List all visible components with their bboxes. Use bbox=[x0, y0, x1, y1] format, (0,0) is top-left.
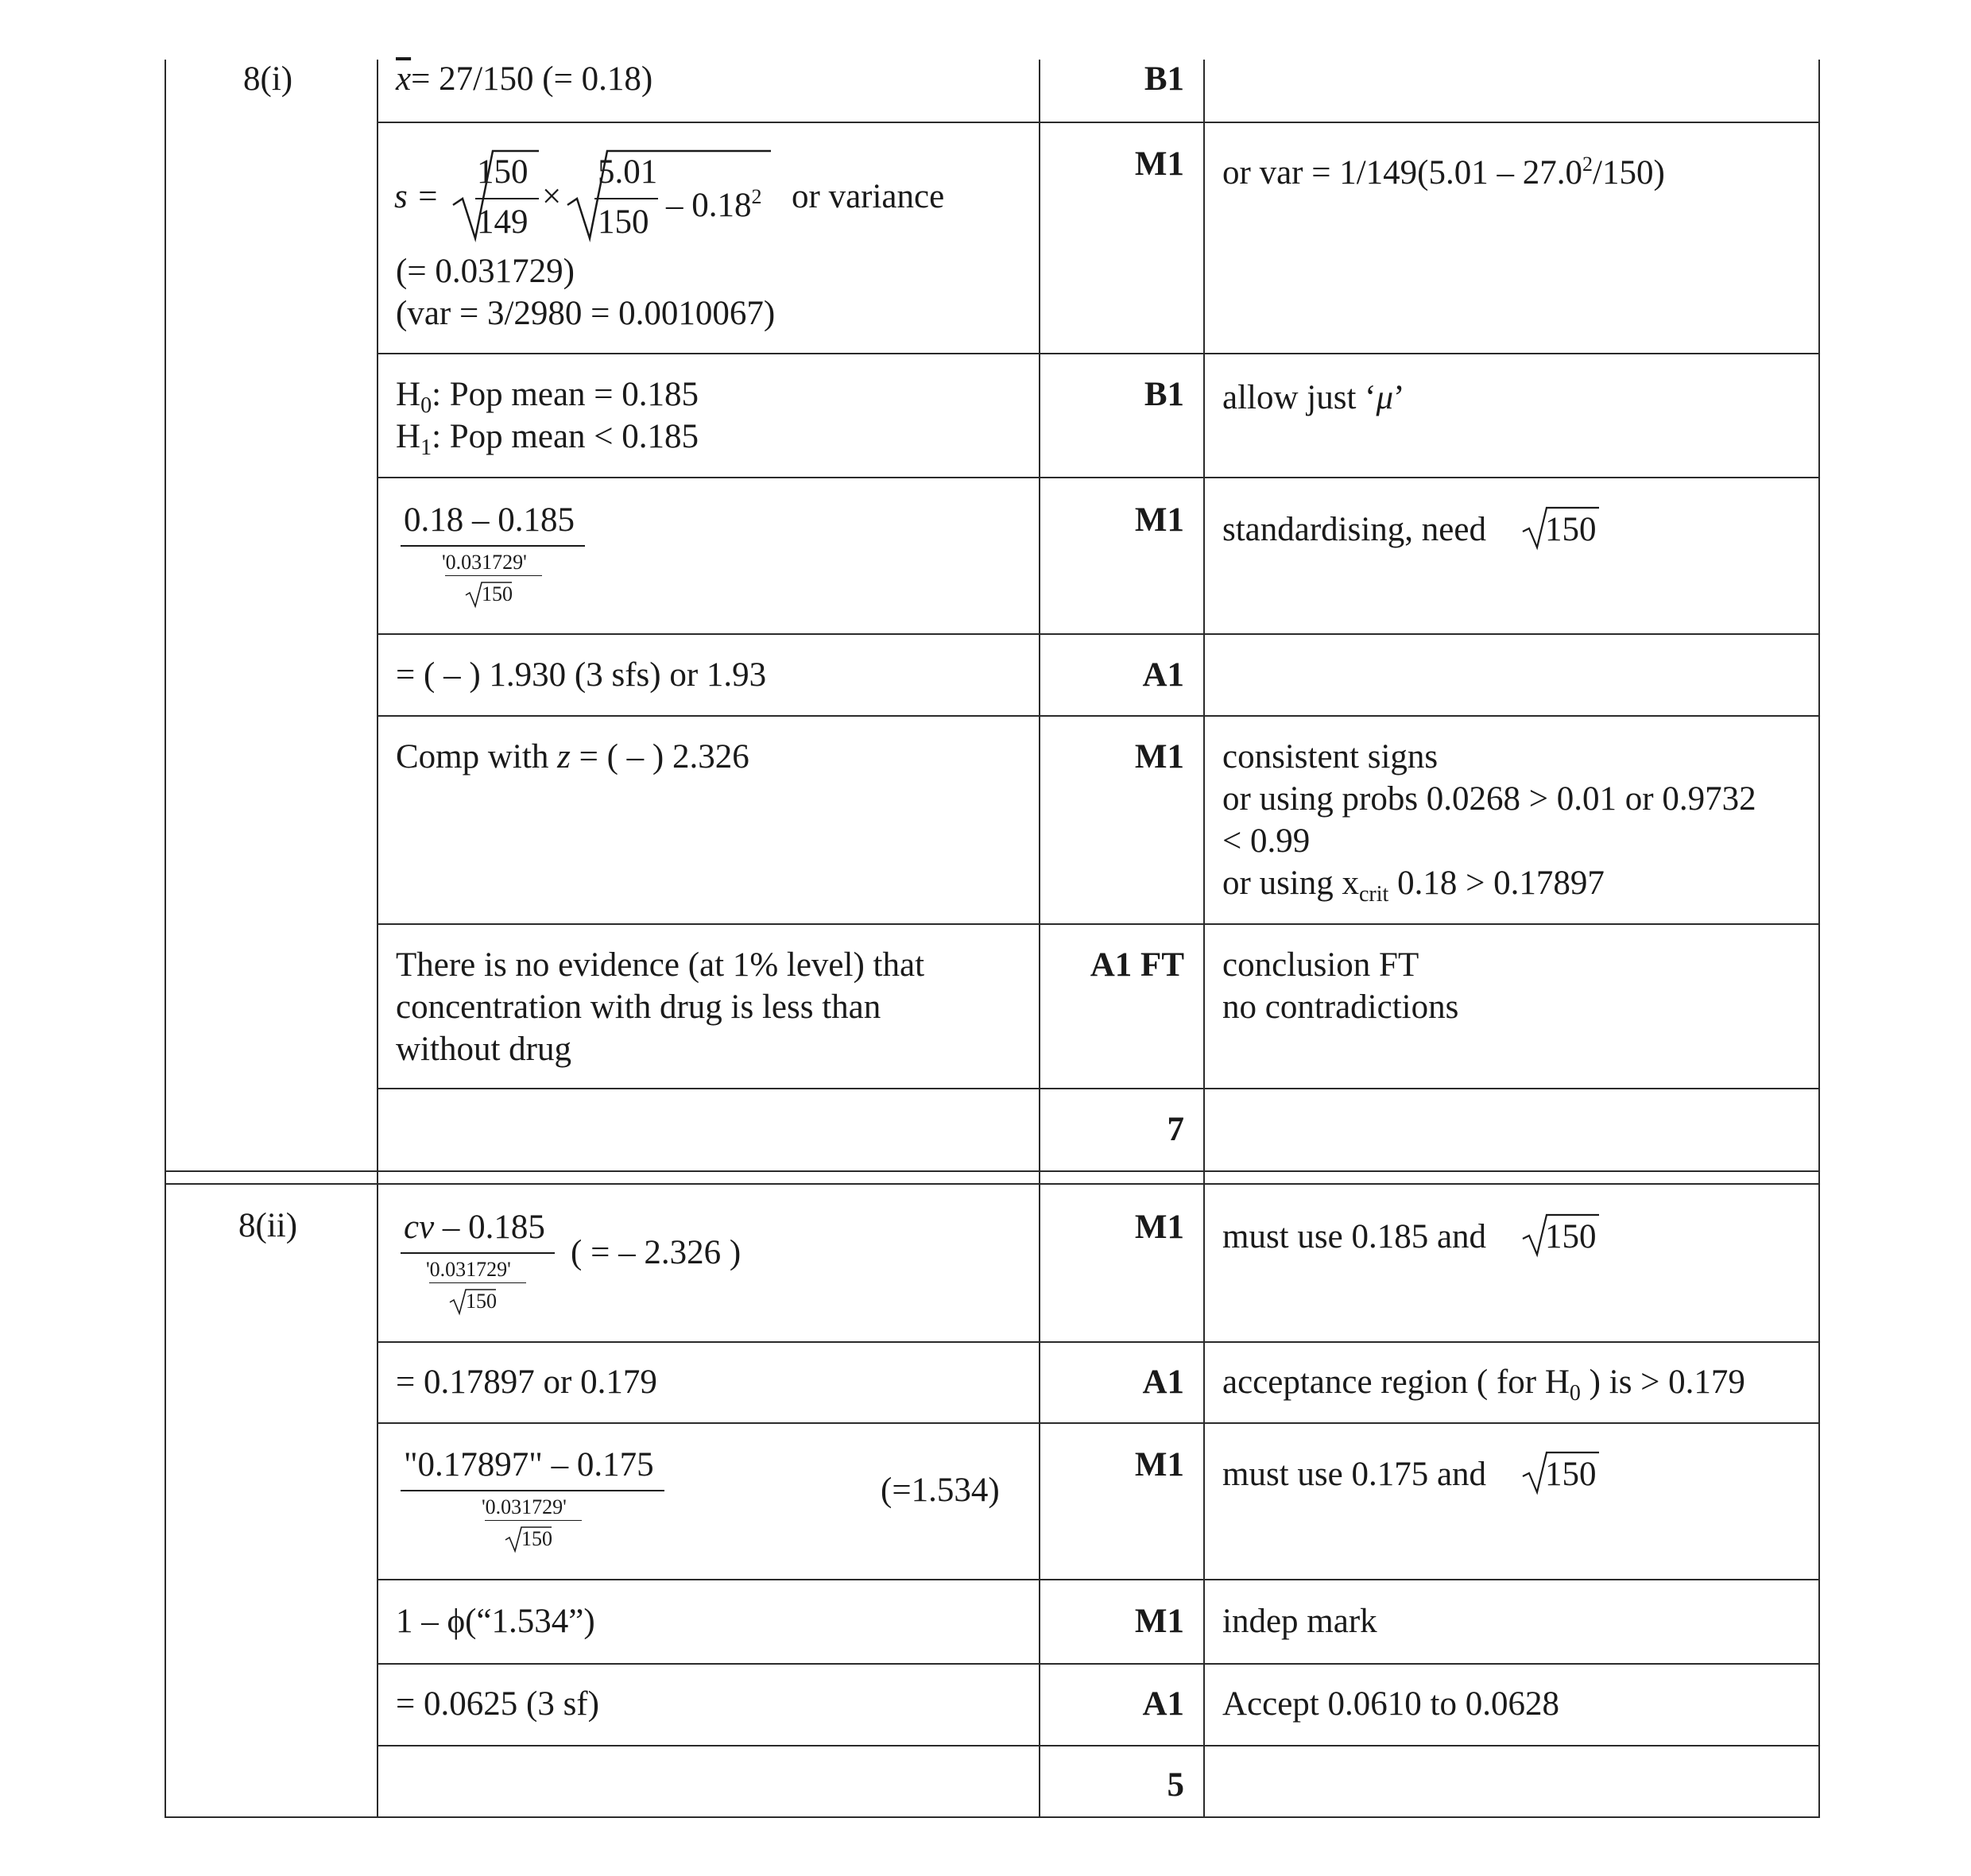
mark-b1: B1 bbox=[1144, 376, 1184, 413]
mark-m1: M1 bbox=[1134, 145, 1184, 183]
type-ii-numerator: "0.17897" – 0.175 bbox=[404, 1446, 654, 1483]
sqrt-n: 150 bbox=[482, 582, 513, 605]
guidance-line: < 0.99 bbox=[1222, 822, 1311, 860]
mark-m1: M1 bbox=[1134, 1446, 1184, 1483]
row-divider bbox=[377, 1341, 1820, 1343]
guidance-mu: allow just ‘μ’ bbox=[1222, 379, 1405, 416]
fraction-bar bbox=[475, 198, 539, 199]
sd-estimate: '0.031729' bbox=[482, 1495, 567, 1518]
sqrt-n: 150 bbox=[1545, 511, 1597, 548]
row-divider bbox=[377, 1745, 1820, 1746]
s-symbol: s = bbox=[394, 178, 440, 215]
row-divider bbox=[377, 1663, 1820, 1665]
fraction-numerator: 150 bbox=[477, 153, 529, 191]
guidance-line: no contradictions bbox=[1222, 988, 1459, 1026]
question-label-8i: 8(i) bbox=[243, 60, 293, 98]
sqrt-n: 150 bbox=[1545, 1218, 1597, 1255]
mark-b1: B1 bbox=[1144, 60, 1184, 98]
row-divider bbox=[377, 1579, 1820, 1580]
guidance-variance: or var = 1/149(5.01 – 27.0$^2$/150) bbox=[1222, 153, 1665, 191]
mark-m1: M1 bbox=[1134, 501, 1184, 539]
conclusion-line: There is no evidence (at 1% level) that bbox=[396, 946, 925, 984]
guidance-indep: indep mark bbox=[1222, 1603, 1377, 1640]
fraction-bar bbox=[594, 198, 658, 199]
sample-mean-working: $\overline{x}= 27/150$ (= 0.18) bbox=[396, 60, 653, 98]
x-bar-symbol: $\overline{x}$ bbox=[396, 60, 412, 98]
fraction-denominator: 149 bbox=[477, 203, 529, 241]
row-divider bbox=[377, 715, 1820, 717]
question-label-8ii: 8(ii) bbox=[238, 1207, 298, 1244]
guidance-line: or using $x_{crit}$ 0.18 > 0.17897 bbox=[1222, 865, 1605, 907]
fraction-denominator: 150 bbox=[598, 203, 649, 241]
mark-a1: A1 bbox=[1142, 656, 1184, 694]
critical-value-result: = 0.17897 or 0.179 bbox=[396, 1363, 657, 1401]
part-total-mark: 5 bbox=[1167, 1766, 1184, 1804]
probability-expression: 1 – ϕ(“1.534”) bbox=[396, 1603, 595, 1640]
part-separator-top bbox=[165, 1170, 1820, 1172]
fraction-bar bbox=[401, 1490, 664, 1491]
guidance-standardising: standardising, need bbox=[1222, 511, 1486, 548]
guidance-line: or using probs 0.0268 > 0.01 or 0.9732 bbox=[1222, 780, 1756, 818]
column-divider-2 bbox=[1039, 60, 1040, 1818]
variance-value: (var = 3/2980 = 0.0010067) bbox=[396, 295, 776, 332]
row-divider bbox=[377, 477, 1820, 478]
row-divider bbox=[377, 353, 1820, 354]
mark-a1: A1 bbox=[1142, 1363, 1184, 1401]
subtract-mean-squared: – 0.18$^2$ bbox=[666, 185, 762, 224]
fraction-numerator: 5.01 bbox=[598, 153, 658, 191]
sqrt-n: 150 bbox=[1545, 1456, 1597, 1493]
mark-m1: M1 bbox=[1134, 1603, 1184, 1640]
mark-a1-ft: A1 FT bbox=[1090, 946, 1184, 984]
conclusion-line: without drug bbox=[396, 1031, 571, 1068]
guidance-must-use: must use 0.185 and bbox=[1222, 1218, 1487, 1255]
table-border-left bbox=[165, 60, 166, 1818]
guidance-line: conclusion FT bbox=[1222, 946, 1419, 984]
guidance-accept-range: Accept 0.0610 to 0.0628 bbox=[1222, 1685, 1559, 1723]
part-total-mark: 7 bbox=[1167, 1111, 1184, 1148]
mark-a1: A1 bbox=[1142, 1685, 1184, 1723]
sd-estimate: '0.031729' bbox=[426, 1258, 511, 1281]
table-border-right bbox=[1818, 60, 1820, 1818]
z-value: (=1.534) bbox=[881, 1472, 1000, 1509]
column-divider-3 bbox=[1203, 60, 1205, 1818]
table-border-bottom bbox=[165, 1816, 1820, 1818]
part-separator-bottom bbox=[165, 1183, 1820, 1185]
guidance-line: consistent signs bbox=[1222, 738, 1439, 776]
equals-critical-z: ( = – 2.326 ) bbox=[571, 1234, 742, 1271]
fraction-bar bbox=[429, 1282, 526, 1283]
sqrt-n: 150 bbox=[466, 1290, 497, 1313]
row-divider bbox=[377, 1422, 1820, 1424]
fraction-bar bbox=[401, 545, 585, 547]
column-divider-1 bbox=[377, 60, 378, 1818]
row-divider bbox=[377, 122, 1820, 123]
test-statistic-value: = ( – ) 1.930 (3 sfs) or 1.93 bbox=[396, 656, 767, 694]
alternative-hypothesis: $H_1$: Pop mean < 0.185 bbox=[396, 418, 699, 460]
fraction-bar bbox=[401, 1252, 555, 1254]
critical-value-numerator: cv – 0.185 bbox=[404, 1209, 545, 1246]
sd-estimate: '0.031729' bbox=[442, 551, 527, 574]
fraction-bar bbox=[485, 1520, 582, 1521]
test-statistic-numerator: 0.18 – 0.185 bbox=[404, 501, 575, 539]
row-divider bbox=[377, 633, 1820, 635]
times-sign: × bbox=[542, 178, 562, 215]
critical-value-comparison: Comp with z = ( – ) 2.326 bbox=[396, 738, 749, 776]
s-value: (= 0.031729) bbox=[396, 253, 575, 290]
row-divider bbox=[377, 923, 1820, 925]
mark-m1: M1 bbox=[1134, 738, 1184, 776]
type-ii-probability: = 0.0625 (3 sf) bbox=[396, 1685, 599, 1723]
fraction-bar bbox=[445, 575, 542, 576]
sqrt-n: 150 bbox=[521, 1527, 552, 1550]
mark-m1: M1 bbox=[1134, 1209, 1184, 1246]
conclusion-line: concentration with drug is less than bbox=[396, 988, 881, 1026]
guidance-acceptance-region: acceptance region ( for $H_0$ ) is > 0.179 bbox=[1222, 1363, 1745, 1406]
row-divider bbox=[377, 1088, 1820, 1089]
null-hypothesis: $H_0$: Pop mean = 0.185 bbox=[396, 376, 699, 418]
or-variance-text: or variance bbox=[792, 178, 945, 215]
guidance-must-use: must use 0.175 and bbox=[1222, 1456, 1487, 1493]
